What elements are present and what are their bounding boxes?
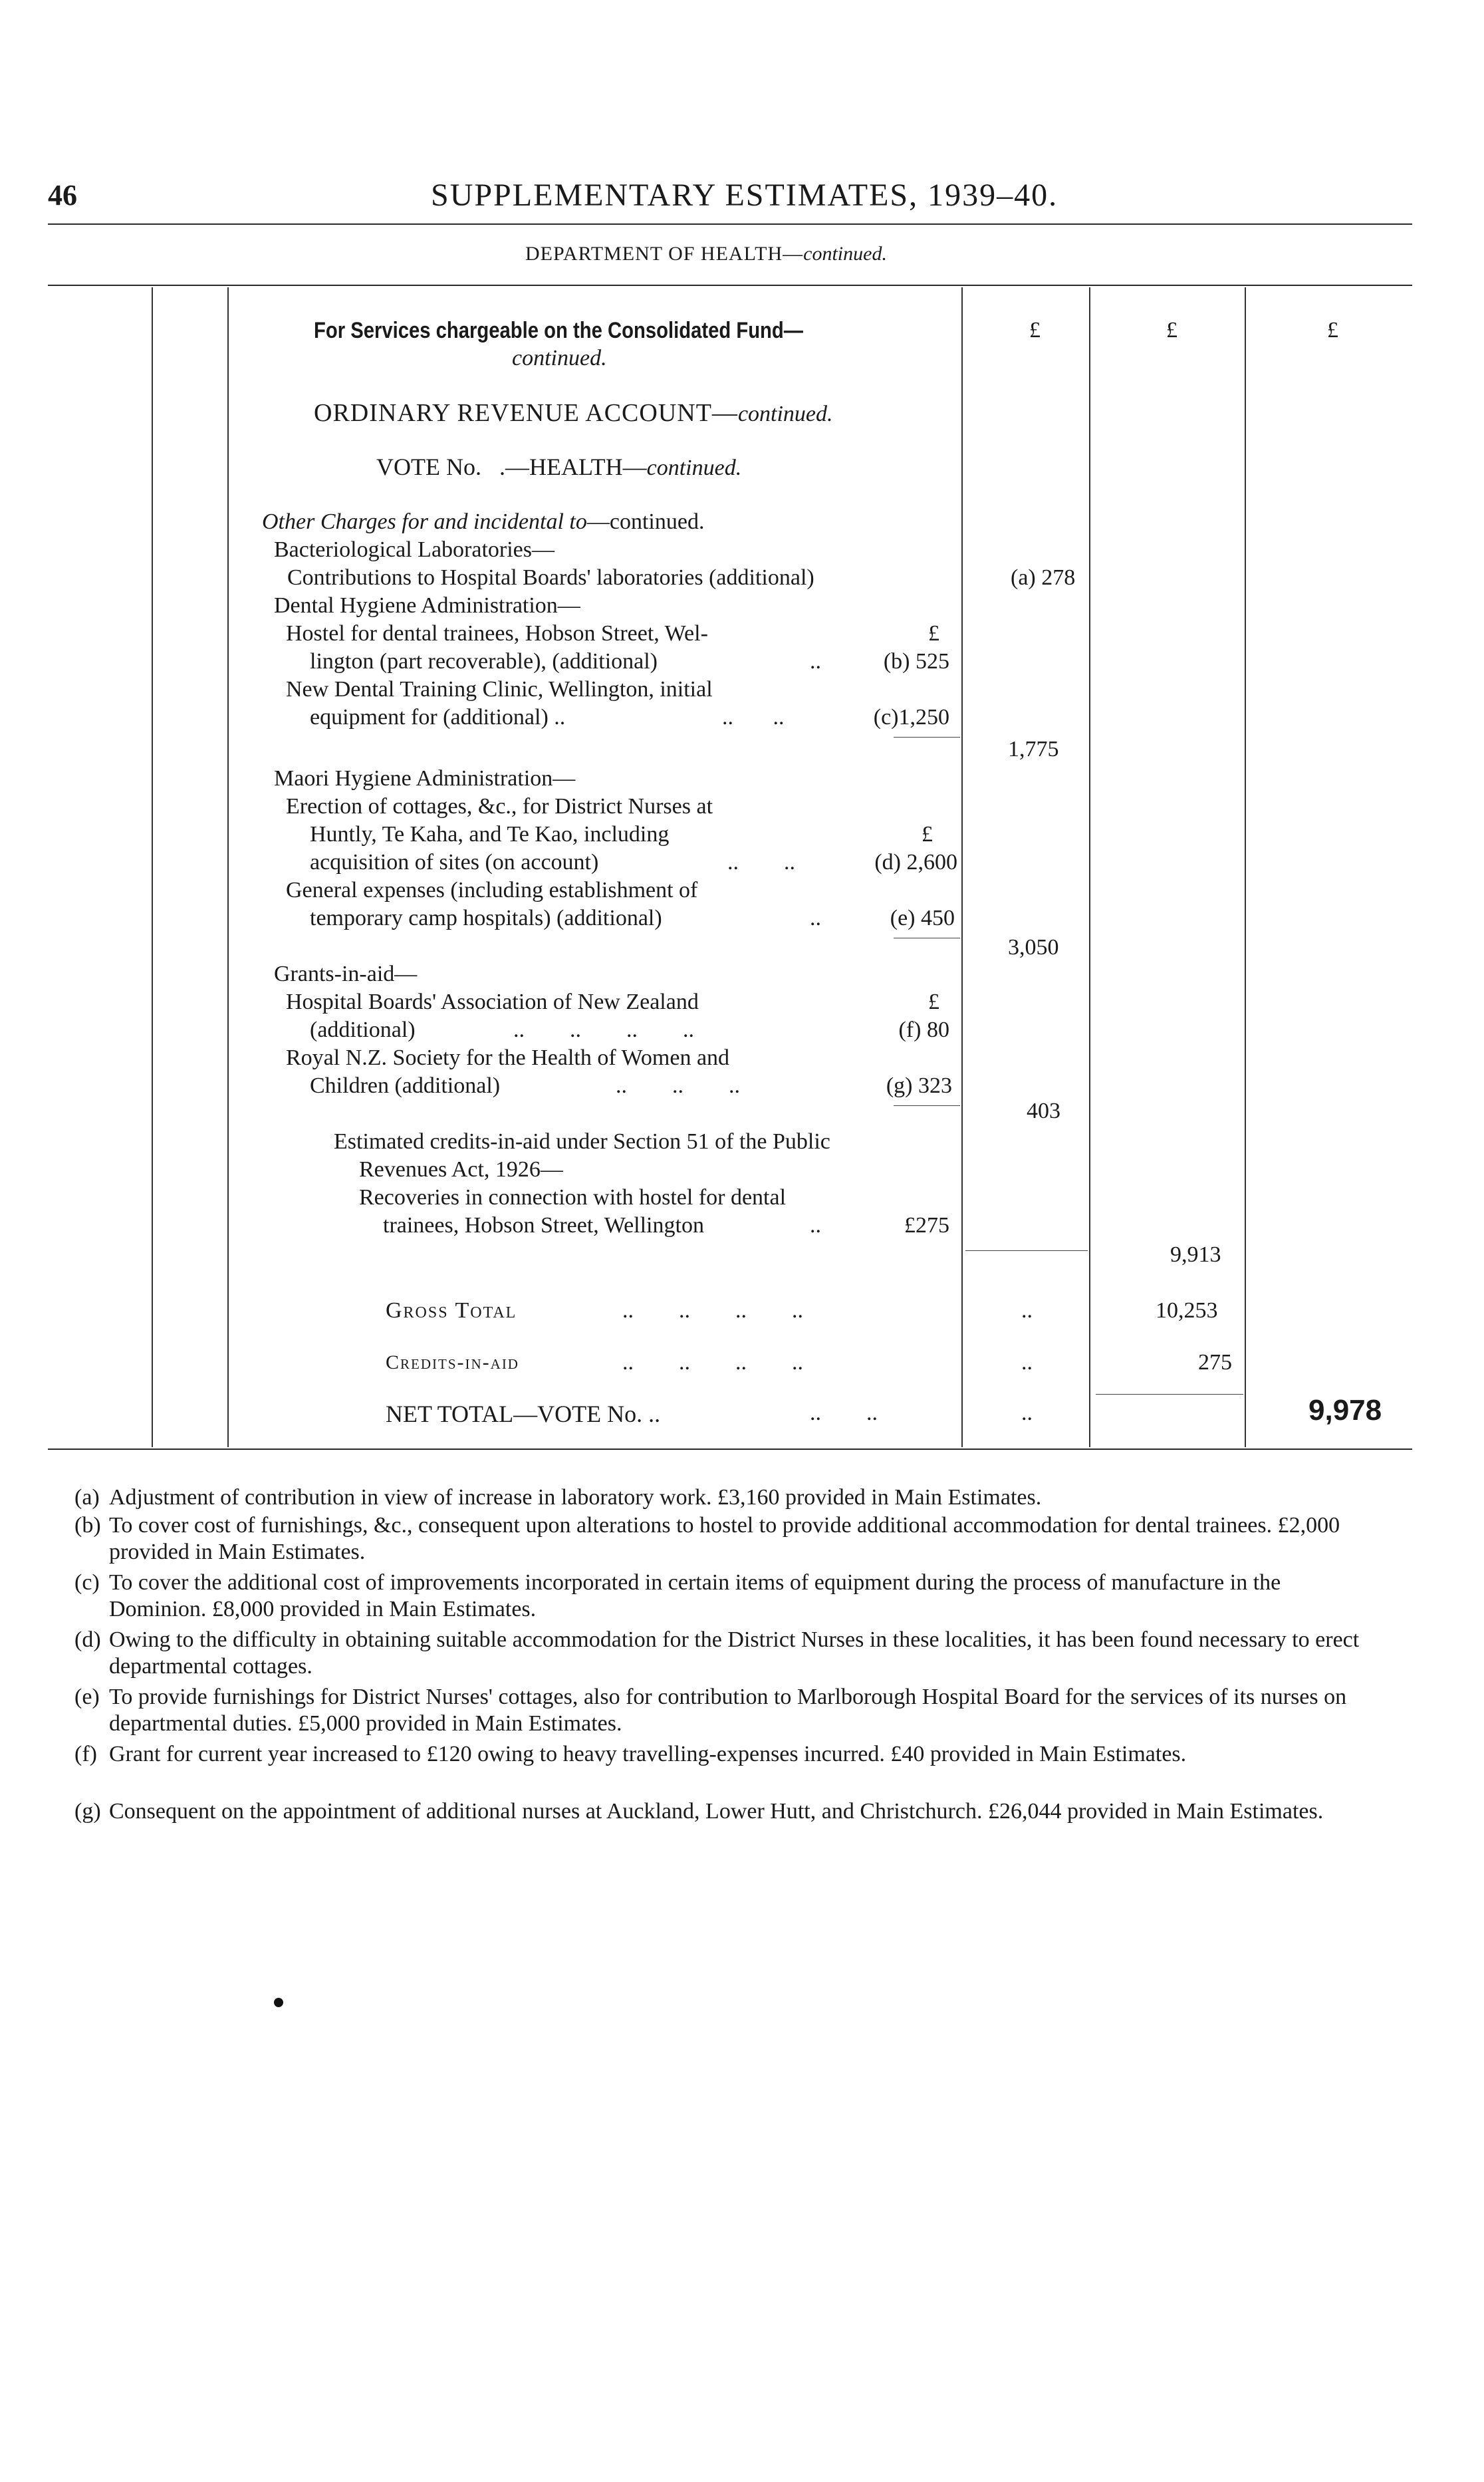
footnote-d <box>74 1627 1378 1680</box>
royal-society-line-1: Royal N.Z. Society for the Health of Women and <box>286 1045 730 1070</box>
grants-heading: Grants-in-aid— <box>274 962 418 986</box>
hostel-line-2: lington (part recoverable), (additional) <box>310 649 658 674</box>
cottages-line-2: Huntly, Te Kaha, and Te Kao, including <box>310 822 670 847</box>
hba-line-2: (additional) <box>310 1018 416 1042</box>
credits-note-line-3: Recoveries in connection with hostel for dental <box>359 1185 787 1210</box>
royal-society-amount: (g) 323 <box>886 1073 952 1098</box>
credits-in-aid-label: Credits-in-aid <box>386 1351 519 1373</box>
gross-total-label: Gross Total <box>386 1298 517 1323</box>
net-total-value: 9,978 <box>1308 1394 1382 1427</box>
cottages-pound: £ <box>922 822 933 847</box>
ink-dot <box>274 1998 283 2007</box>
credits-note-dots: .. <box>810 1213 821 1238</box>
footnote-d-label: (d) <box>74 1627 101 1652</box>
footnote-c <box>74 1570 1378 1623</box>
credits-in-aid-col1: .. <box>1021 1350 1033 1375</box>
vote-continued: continued. <box>646 456 742 480</box>
footnote-g-text: Consequent on the appointment of additional nurses at Auckland, Lower Hutt, and Christchurch. £26,044 provided in Main Estimates. <box>109 1799 1324 1824</box>
footnote-b <box>74 1512 1378 1566</box>
credits-note-line-4: trainees, Hobson Street, Wellington <box>383 1213 704 1238</box>
other-charges-heading <box>262 508 704 536</box>
credits-note-line-1: Estimated credits-in-aid under Section 51 of the Public <box>334 1129 830 1154</box>
pound-heading-1: £ <box>1029 318 1041 343</box>
bacteriological-item: Contributions to Hospital Boards' laboratories (additional) <box>287 565 814 590</box>
table-bottom-rule <box>48 1448 1412 1450</box>
column-rule-1 <box>152 287 153 1447</box>
clinic-line-1: New Dental Training Clinic, Wellington, initial <box>286 677 713 702</box>
grants-total: 403 <box>1027 1099 1060 1123</box>
subheading-text: DEPARTMENT OF HEALTH— <box>525 243 804 265</box>
clinic-amount: (c)1,250 <box>873 705 949 730</box>
vote-heading <box>376 452 741 483</box>
bacteriological-heading: Bacteriological Laboratories— <box>274 537 555 562</box>
royal-society-line-2: Children (additional) <box>310 1073 501 1098</box>
maori-total: 3,050 <box>1008 935 1059 960</box>
footnote-d-text: Owing to the difficulty in obtaining suitable accommodation for the District Nurses in these localities, it has been found necessary to erect departmental cottages. <box>109 1627 1360 1679</box>
general-expenses-line-1: General expenses (including establishment of <box>286 878 698 902</box>
clinic-line-2: equipment for (additional) .. <box>310 705 566 730</box>
hba-dots: .. .. .. .. <box>513 1018 694 1042</box>
subtotal-value: 9,913 <box>1170 1242 1221 1267</box>
hba-amount: (f) 80 <box>898 1018 949 1042</box>
column-rule-5 <box>1245 287 1246 1447</box>
dental-subtotal-rule <box>894 737 960 738</box>
department-subheading <box>525 242 887 266</box>
column-rule-2 <box>227 287 229 1447</box>
footnote-b-text: To cover cost of furnishings, &c., consequent upon alterations to hostel to provide additional accommodation for dental trainees. £2,000 provided in Main Estimates. <box>109 1513 1340 1564</box>
dental-total: 1,775 <box>1008 737 1059 761</box>
credits-note-amount: £275 <box>904 1213 949 1238</box>
other-charges-title: Other Charges for and incidental to <box>262 509 587 534</box>
pound-heading-3: £ <box>1327 318 1338 343</box>
maori-heading: Maori Hygiene Administration— <box>274 766 576 791</box>
footnote-b-label: (b) <box>74 1513 101 1538</box>
hostel-dots: .. <box>810 649 821 674</box>
gross-total-col1: .. <box>1021 1298 1033 1323</box>
general-expenses-dots: .. <box>810 906 821 930</box>
royal-society-dots: .. .. .. <box>616 1073 740 1098</box>
hba-line-1: Hospital Boards' Association of New Zealand <box>286 990 699 1014</box>
gross-total-value: 10,253 <box>1156 1298 1218 1323</box>
footnote-f-label: (f) <box>74 1742 97 1766</box>
header-rule <box>48 223 1412 225</box>
page-title: SUPPLEMENTARY ESTIMATES, 1939–40. <box>431 178 1058 213</box>
credits-in-aid-value: 275 <box>1198 1350 1232 1375</box>
hostel-pound: £ <box>928 621 939 646</box>
footnote-c-label: (c) <box>74 1570 100 1595</box>
general-expenses-line-2: temporary camp hospitals) (additional) <box>310 906 662 930</box>
net-total-rule <box>1096 1394 1243 1395</box>
account-heading <box>314 398 833 430</box>
vote-title: VOTE No. .—HEALTH— <box>376 454 647 480</box>
credits-in-aid-dots: .. .. .. .. <box>622 1350 803 1375</box>
consolidated-fund-heading: For Services chargeable on the Consolidated Fund— <box>314 318 804 343</box>
footnote-a <box>74 1484 1378 1511</box>
pound-heading-2: £ <box>1166 318 1177 343</box>
footnote-e-label: (e) <box>74 1685 100 1709</box>
footnote-g <box>74 1798 1378 1825</box>
account-continued: continued. <box>737 402 833 426</box>
footnote-g-label: (g) <box>74 1799 101 1824</box>
cottages-amount: (d) 2,600 <box>874 850 957 875</box>
hba-pound: £ <box>928 990 939 1014</box>
dental-heading: Dental Hygiene Administration— <box>274 593 580 618</box>
bacteriological-amount: (a) 278 <box>1011 565 1076 590</box>
general-expenses-amount: (e) 450 <box>890 906 955 930</box>
footnote-e <box>74 1684 1378 1737</box>
page-number: 46 <box>48 179 77 211</box>
column-rule-3 <box>961 287 963 1447</box>
footnote-a-label: (a) <box>74 1485 100 1510</box>
account-title: ORDINARY REVENUE ACCOUNT— <box>314 399 738 427</box>
gross-total-dots: .. .. .. .. <box>622 1298 803 1323</box>
net-total-col1: .. <box>1021 1401 1033 1425</box>
column-rule-4 <box>1089 287 1090 1447</box>
net-total-label: NET TOTAL—VOTE No. .. <box>386 1401 661 1427</box>
table-top-rule <box>48 285 1412 286</box>
net-total-dots: .. .. <box>810 1401 878 1425</box>
cottages-line-3: acquisition of sites (on account) <box>310 850 599 875</box>
subheading-continued: continued. <box>803 243 887 265</box>
footnote-e-text: To provide furnishings for District Nurses' cottages, also for contribution to Marlborough Hospital Board for the services of its nurses on departmental duties. £5,000 provided in Main Estimates. <box>109 1685 1347 1736</box>
footnote-f <box>74 1741 1378 1768</box>
cottages-line-1: Erection of cottages, &c., for District Nurses at <box>286 794 713 819</box>
hostel-amount: (b) 525 <box>883 649 949 674</box>
subtotal-rule <box>965 1250 1088 1251</box>
grants-subtotal-rule <box>894 1105 960 1106</box>
consolidated-fund-continued: continued. <box>512 346 607 370</box>
credits-note-line-2: Revenues Act, 1926— <box>359 1157 563 1182</box>
clinic-dots: .. .. <box>722 705 785 730</box>
hostel-line-1: Hostel for dental trainees, Hobson Street, Wel- <box>286 621 708 646</box>
cottages-dots: .. .. <box>727 850 795 875</box>
footnote-c-text: To cover the additional cost of improvements incorporated in certain items of equipment during the process of manufacture in the Dominion. £8,000 provided in Main Estimates. <box>109 1570 1281 1621</box>
footnote-f-text: Grant for current year increased to £120 owing to heavy travelling-expenses incurred. £40 provided in Main Estimates. <box>109 1742 1187 1766</box>
footnote-a-text: Adjustment of contribution in view of increase in laboratory work. £3,160 provided in Main Estimates. <box>109 1485 1042 1510</box>
other-charges-continued: —continued. <box>586 509 705 534</box>
